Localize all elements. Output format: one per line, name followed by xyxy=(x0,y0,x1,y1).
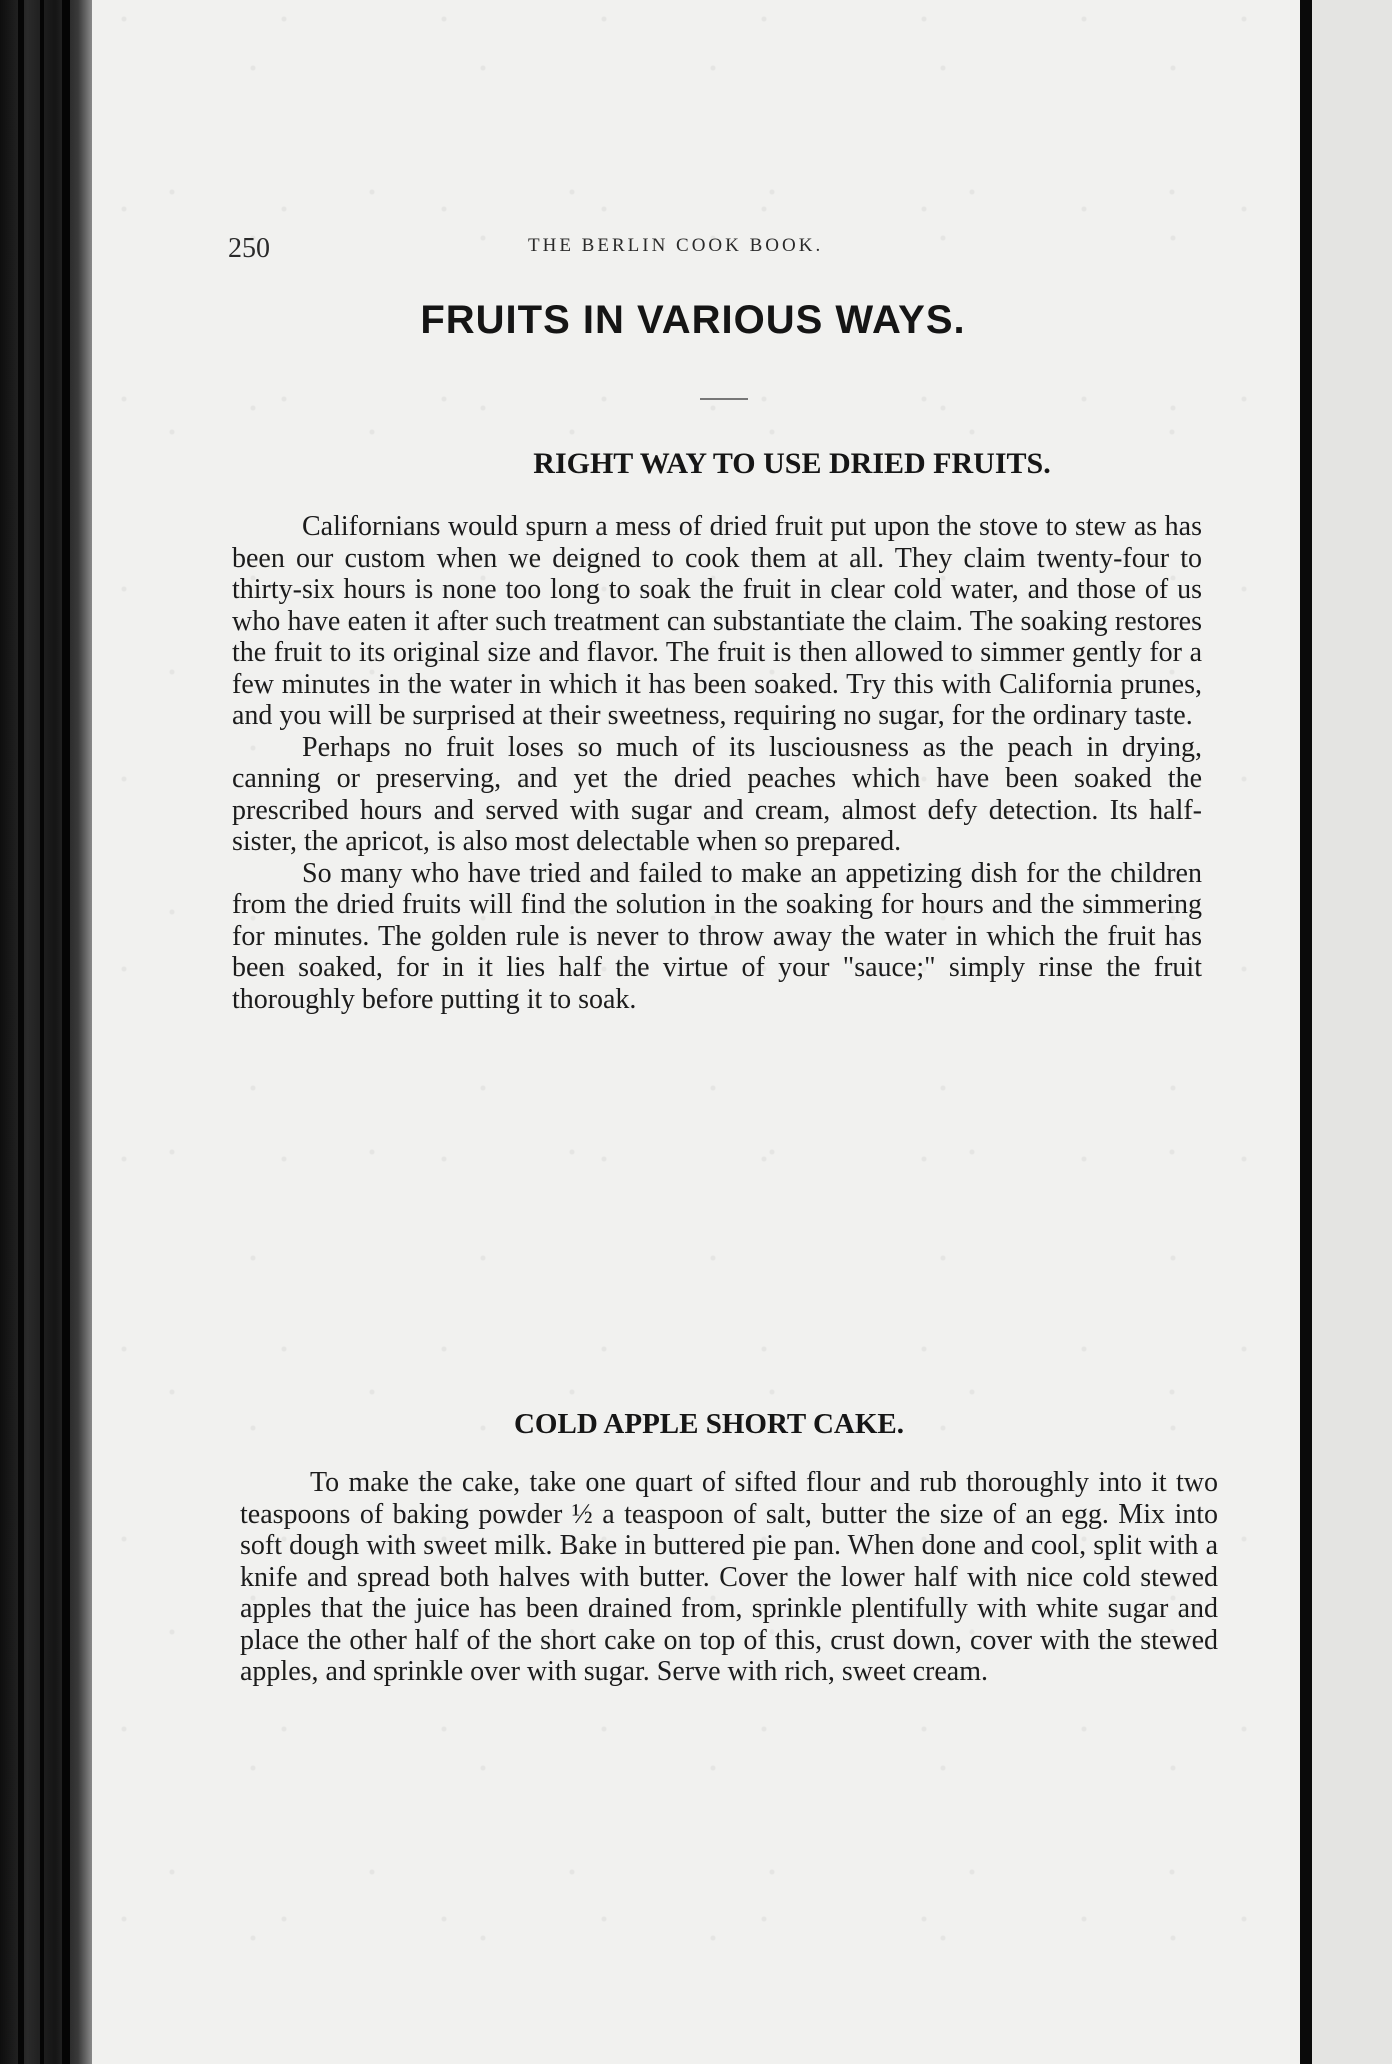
adjacent-page-edge xyxy=(1312,0,1392,2064)
section-apple-short-cake xyxy=(240,1408,1218,1688)
section-heading: RIGHT WAY TO USE DRIED FRUITS. xyxy=(533,447,1051,480)
spine-streak xyxy=(62,0,70,2064)
paragraph: Perhaps no fruit loses so much of its lusciousness as the peach in drying, canning or preserving, and yet the dried peaches which have been soaked the prescribed hours and served with sugar and cream, almost defy detection. Its half-sister, the apricot, is also most delectable when so prepared. xyxy=(232,731,1202,857)
paragraph: To make the cake, take one quart of sifted flour and rub thoroughly into it two teaspoons of baking powder ½ a teaspoon of salt, butter the size of an egg. Mix into soft dough with sweet milk. Bake in buttered pie pan. When done and cool, split with a knife and spread both halves with butter. Cover the lower half with nice cold stewed apples that the juice has been drained from, sprinkle plentifully with white sugar and place the other half of the short cake on top of this, crust down, cover with the stewed apples, and sprinkle over with sugar. Serve with rich, sweet cream. xyxy=(240,1467,1218,1687)
section-dried-fruits xyxy=(232,447,1202,1015)
chapter-title: FRUITS IN VARIOUS WAYS. xyxy=(420,298,966,342)
ornament-rule xyxy=(700,398,748,400)
book-spine xyxy=(0,0,92,2064)
paragraph: So many who have tried and failed to make an appetizing dish for the children from the dried fruits will find the solution in the soaking for hours and the simmering for minutes. The golden rule is never to throw away the water in which the fruit has been soaked, for in it lies half the virtue of your "sauce;" simply rinse the fruit thoroughly before putting it to soak. xyxy=(232,857,1202,1015)
spine-streak xyxy=(40,0,44,2064)
page-gutter xyxy=(1300,0,1312,2064)
page-number: 250 xyxy=(228,233,270,264)
paragraph: Californians would spurn a mess of dried fruit put upon the stove to stew as has been our custom when we deigned to cook them at all. They claim twenty-four to thirty-six hours is none too long to soak the fruit in clear cold water, and those of us who have eaten it after such treatment can substantiate the claim. The soaking restores the fruit to its original size and flavor. The fruit is then allowed to simmer gently for a few minutes in the water in which it has been soaked. Try this with California prunes, and you will be surprised at their sweetness, requiring no sugar, for the ordinary taste. xyxy=(232,511,1202,731)
section-body xyxy=(240,1467,1218,1688)
spine-streak xyxy=(18,0,24,2064)
section-body xyxy=(232,511,1202,1015)
running-title: THE BERLIN COOK BOOK. xyxy=(528,235,824,256)
section-heading: COLD APPLE SHORT CAKE. xyxy=(513,1408,904,1440)
page-header xyxy=(228,233,1028,273)
